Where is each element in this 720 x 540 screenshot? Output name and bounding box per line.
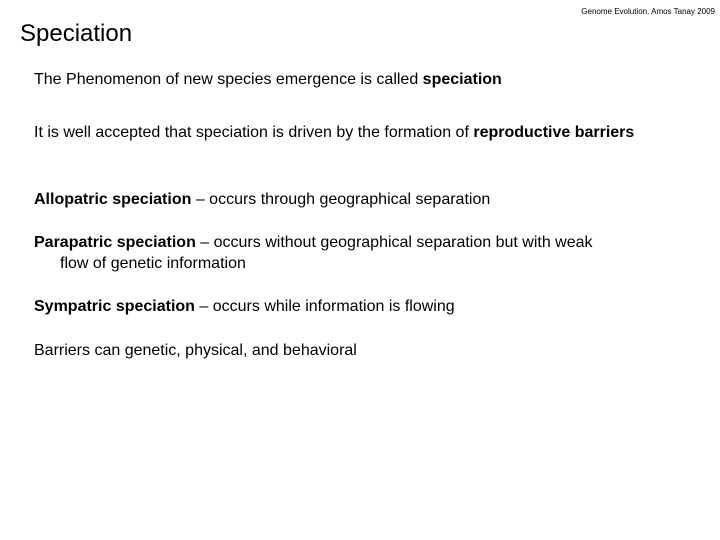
paragraph-allopatric (34, 189, 694, 210)
header-credit: Genome Evolution. Amos Tanay 2009 (581, 7, 715, 16)
paragraph-sympatric (34, 296, 694, 317)
slide-title: Speciation (20, 20, 133, 47)
paragraph-bold: Parapatric speciation (34, 234, 196, 251)
paragraph-bold: Allopatric speciation (34, 191, 192, 208)
paragraph-parapatric (34, 232, 694, 274)
paragraph-text: – occurs through geographical separation (191, 191, 491, 208)
paragraph-text: Barriers can genetic, physical, and behavioral (34, 342, 357, 359)
paragraph-text: – occurs while information is flowing (194, 298, 455, 315)
paragraph-reproductive-barriers (34, 122, 694, 143)
paragraph-speciation-definition (34, 69, 694, 90)
paragraph-bold: reproductive barriers (473, 124, 635, 141)
paragraph-text: It is well accepted that speciation is driven by the formation of (34, 124, 474, 141)
paragraph-text: The Phenomenon of new species emergence is called (34, 71, 423, 88)
paragraph-bold: Sympatric speciation (34, 298, 195, 315)
paragraph-barriers (34, 340, 694, 361)
paragraph-bold: speciation (422, 71, 502, 88)
paragraph-text: – occurs without geographical separation but with weak (195, 234, 593, 251)
paragraph-continuation: flow of genetic information (60, 255, 246, 272)
